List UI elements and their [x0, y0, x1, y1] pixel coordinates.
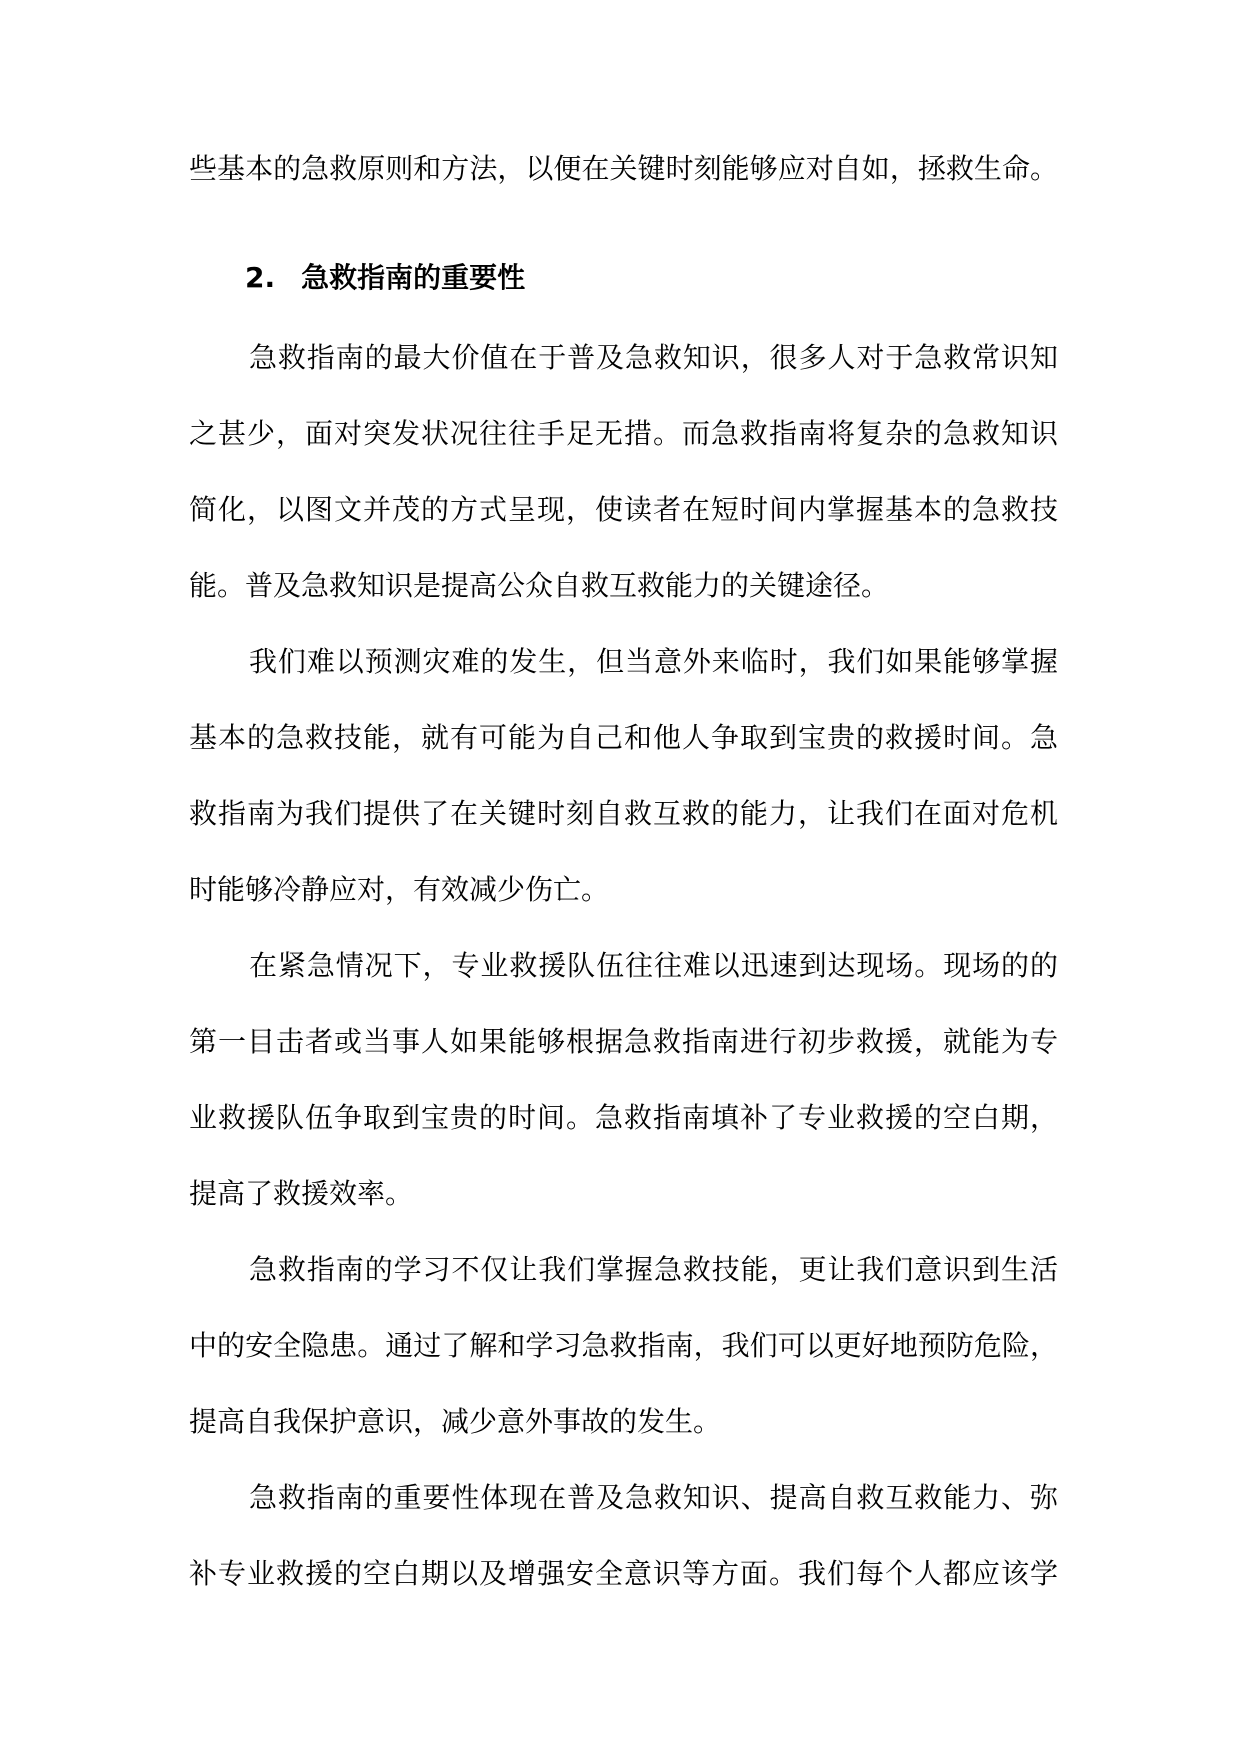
paragraph-2-line-3: 救指南为我们提供了在关键时刻自救互救的能力，让我们在面对危机	[189, 797, 1059, 830]
paragraph-5-line-1: 急救指南的重要性体现在普及急救知识、提高自救互救能力、弥	[249, 1481, 1059, 1514]
paragraph-4	[189, 1232, 1058, 1460]
paragraph-3-line-1: 在紧急情况下，专业救援队伍往往难以迅速到达现场。现场的的	[249, 949, 1059, 982]
paragraph-1-line-1: 急救指南的最大价值在于普及急救知识，很多人对于急救常识知	[249, 341, 1059, 374]
section-title: 急救指南的重要性	[301, 261, 526, 294]
paragraph-3	[189, 928, 1058, 1232]
continued-paragraph-line: 些基本的急救原则和方法，以便在关键时刻能够应对自如，拯救生命。	[189, 152, 1059, 185]
paragraph-3-line-2: 第一目击者或当事人如果能够根据急救指南进行初步救援，就能为专	[189, 1025, 1059, 1058]
paragraph-4-line-1: 急救指南的学习不仅让我们掌握急救技能，更让我们意识到生活	[249, 1253, 1059, 1286]
section-body	[189, 320, 1058, 1612]
paragraph-5	[189, 1460, 1058, 1612]
section-number: 2.	[245, 261, 276, 294]
paragraph-5-line-2: 补专业救援的空白期以及增强安全意识等方面。我们每个人都应该学	[189, 1557, 1059, 1590]
paragraph-4-line-3: 提高自我保护意识，减少意外事故的发生。	[189, 1405, 722, 1438]
paragraph-1-line-3: 简化，以图文并茂的方式呈现，使读者在短时间内掌握基本的急救技	[189, 493, 1059, 526]
paragraph-2	[189, 624, 1058, 928]
paragraph-3-line-4: 提高了救援效率。	[189, 1177, 414, 1210]
paragraph-1-line-2: 之甚少，面对突发状况往往手足无措。而急救指南将复杂的急救知识	[189, 417, 1059, 450]
paragraph-2-line-4: 时能够冷静应对，有效减少伤亡。	[189, 873, 610, 906]
paragraph-1	[189, 320, 1058, 624]
continued-paragraph	[189, 131, 1058, 207]
section-heading	[245, 240, 525, 316]
paragraph-1-line-4: 能。普及急救知识是提高公众自救互救能力的关键途径。	[189, 569, 890, 602]
paragraph-2-line-2: 基本的急救技能，就有可能为自己和他人争取到宝贵的救援时间。急	[189, 721, 1059, 754]
paragraph-3-line-3: 业救援队伍争取到宝贵的时间。急救指南填补了专业救援的空白期，	[189, 1101, 1059, 1134]
paragraph-2-line-1: 我们难以预测灾难的发生，但当意外来临时，我们如果能够掌握	[249, 645, 1059, 678]
paragraph-4-line-2: 中的安全隐患。通过了解和学习急救指南，我们可以更好地预防危险，	[189, 1329, 1059, 1362]
